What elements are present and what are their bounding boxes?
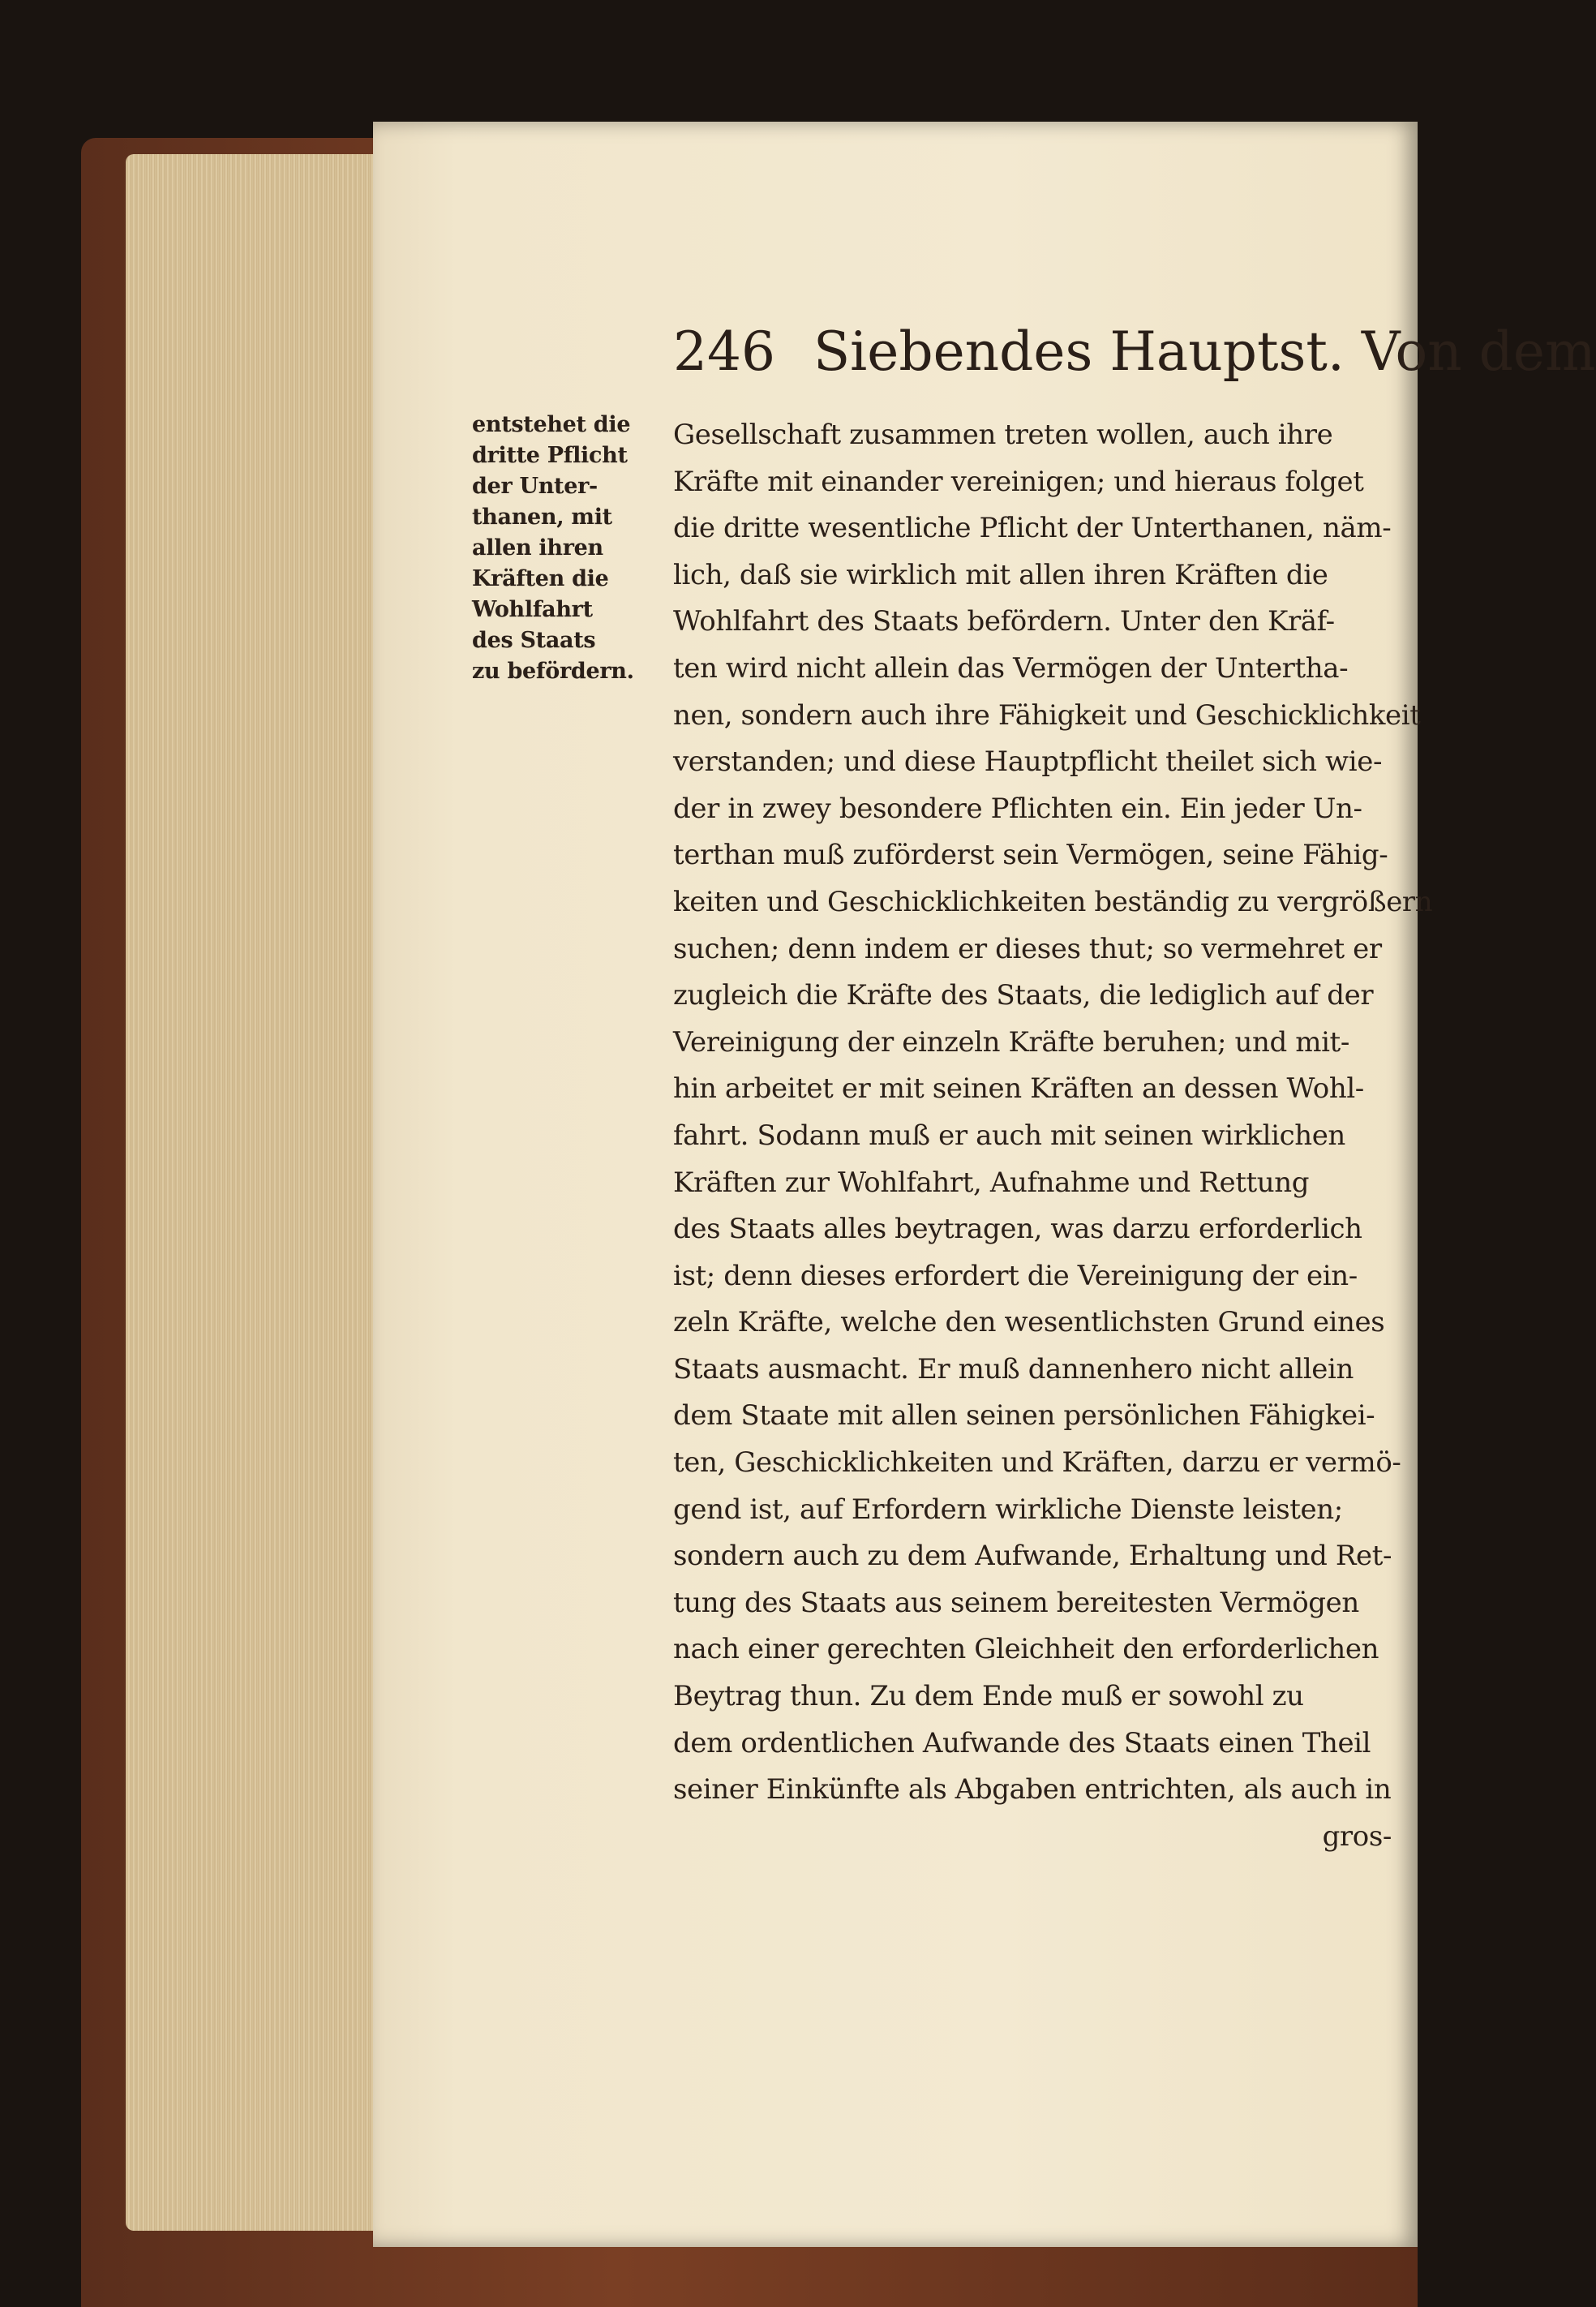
catchword: gros- xyxy=(1322,1819,1392,1853)
text-line: lich, daß sie wirklich mit allen ihren Kräften die xyxy=(673,558,1328,591)
text-line: suchen; denn indem er dieses thut; so vermehret er xyxy=(673,932,1382,965)
page-header xyxy=(673,320,1596,393)
marginal-note xyxy=(472,410,650,687)
text-line: dem ordentlichen Aufwande des Staats einen Theil xyxy=(673,1726,1371,1759)
text-line: zeln Kräfte, welche den wesentlichsten Grund eines xyxy=(673,1306,1385,1339)
text-line: nen, sondern auch ihre Fähigkeit und Geschicklichkeit xyxy=(673,698,1421,732)
book-page xyxy=(373,122,1596,2247)
text-line: seiner Einkünfte als Abgaben entrichten, als auch in xyxy=(673,1773,1392,1807)
text-line: Vereinigung der einzeln Kräfte beruhen; und mit- xyxy=(673,1025,1349,1059)
margin-line: dritte Pflicht xyxy=(472,443,628,468)
text-line: ist; denn dieses erfordert die Vereinigung der ein- xyxy=(673,1259,1358,1292)
text-line: Staats ausmacht. Er muß dannenhero nicht allein xyxy=(673,1352,1354,1385)
text-line: die dritte wesentliche Pflicht der Unterthanen, näm- xyxy=(673,512,1392,545)
margin-line: allen ihren xyxy=(472,535,603,561)
text-line: zugleich die Kräfte des Staats, die lediglich auf der xyxy=(673,979,1374,1012)
text-line: hin arbeitet er mit seinen Kräften an dessen Wohl- xyxy=(673,1072,1364,1106)
text-line: sondern auch zu dem Aufwande, Erhaltung und Ret- xyxy=(673,1540,1392,1573)
margin-line: thanen, mit xyxy=(472,505,612,530)
text-line: Beytrag thun. Zu dem Ende muß er sowohl zu xyxy=(673,1680,1304,1713)
page-edges xyxy=(126,154,385,2231)
text-line: des Staats alles beytragen, was darzu erforderlich xyxy=(673,1213,1362,1246)
body-text xyxy=(673,412,1433,1860)
margin-line: des Staats xyxy=(472,628,596,653)
text-line: gend ist, auf Erfordern wirkliche Dienste leisten; xyxy=(673,1493,1343,1526)
text-line: ten, Geschicklichkeiten und Kräften, darzu er vermö- xyxy=(673,1446,1401,1480)
text-line: nach einer gerechten Gleichheit den erforderlichen xyxy=(673,1633,1379,1666)
text-line: terthan muß zuförderst sein Vermögen, seine Fähig- xyxy=(673,839,1388,872)
page-number: 246 xyxy=(673,320,775,383)
text-line: Gesellschaft zusammen treten wollen, auch ihre xyxy=(673,419,1333,451)
text-line: Wohlfahrt des Staats befördern. Unter den Kräf- xyxy=(673,605,1335,638)
text-line: keiten und Geschicklichkeiten beständig zu vergrößern xyxy=(673,885,1433,918)
text-line: Kräfte mit einander vereinigen; und hieraus folget xyxy=(673,465,1364,498)
text-line: der in zwey besondere Pflichten ein. Ein jeder Un- xyxy=(673,792,1362,825)
text-line: Kräften zur Wohlfahrt, Aufnahme und Rettung xyxy=(673,1166,1310,1199)
margin-line: Wohlfahrt xyxy=(472,597,593,622)
margin-line: entstehet die xyxy=(472,412,631,437)
margin-line: Kräften die xyxy=(472,566,609,591)
text-line: dem Staate mit allen seinen persönlichen Fähigkei- xyxy=(673,1399,1375,1433)
margin-line: der Unter- xyxy=(472,474,598,499)
running-title: Siebendes Hauptst. Von dem xyxy=(813,320,1596,383)
margin-line: zu befördern. xyxy=(472,659,634,684)
text-line: verstanden; und diese Hauptpflicht theilet sich wie- xyxy=(673,745,1383,779)
text-line: fahrt. Sodann muß er auch mit seinen wirklichen xyxy=(673,1119,1345,1152)
text-line: ten wird nicht allein das Vermögen der Untertha- xyxy=(673,651,1349,685)
text-line: tung des Staats aus seinem bereitesten Vermögen xyxy=(673,1586,1359,1619)
